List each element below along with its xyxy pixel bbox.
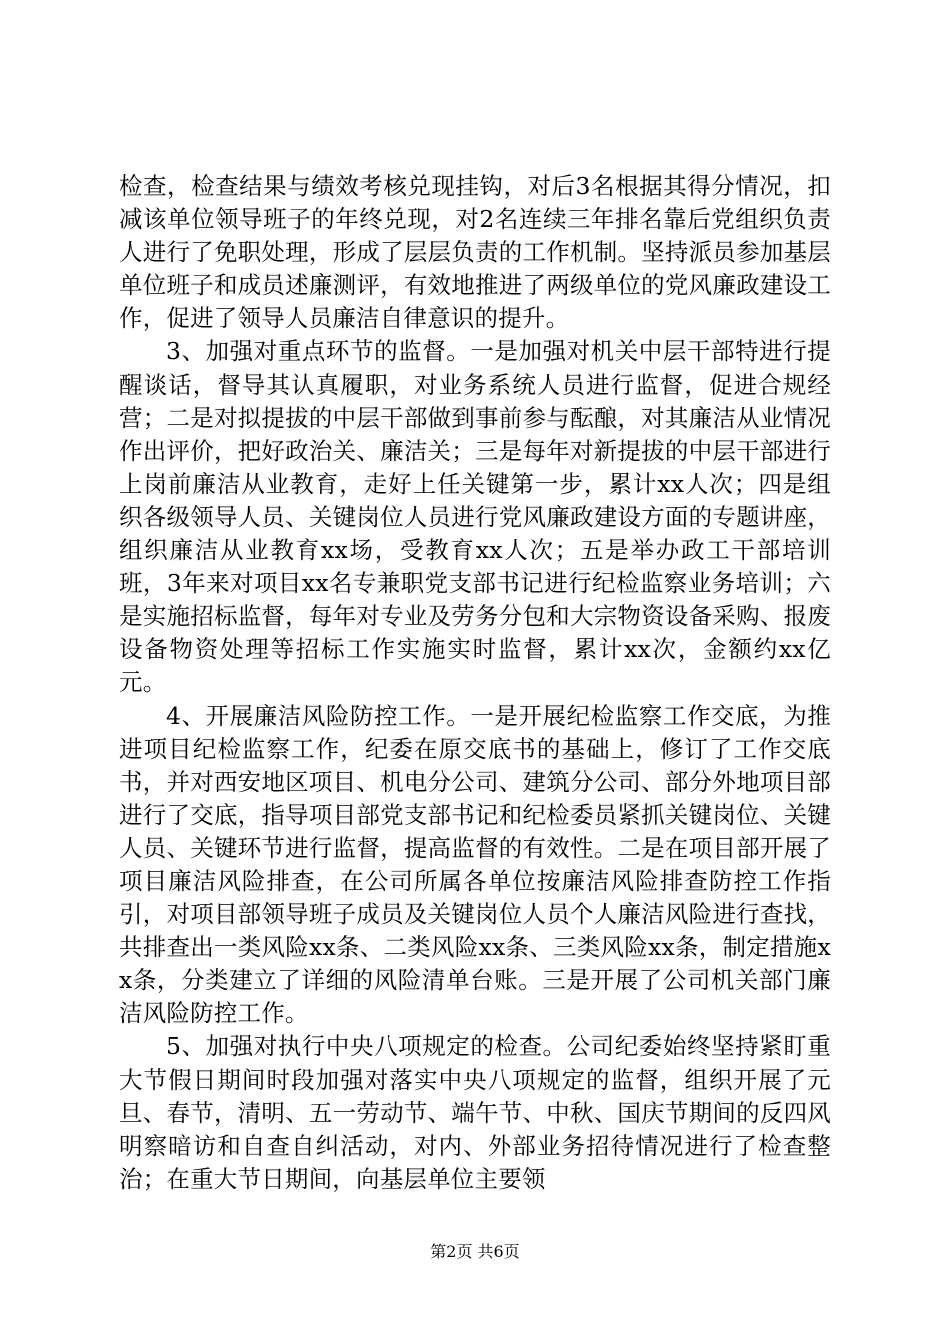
paragraph-continuation: 检查，检查结果与绩效考核兑现挂钩，对后3名根据其得分情况，扣减该单位领导班子的年终兑现，对2名连续三年排名靠后党组织负责人进行了免职处理，形成了层层负责的工作机制。坚持派员参加基层单位班子和成员述廉测评，有效地推进了两级单位的党风廉政建设工作，促进了领导人员廉洁自律意识的提升。 <box>119 172 831 333</box>
paragraph-item-3: 3、加强对重点环节的监督。一是加强对机关中层干部特进行提醒谈话，督导其认真履职，对业务系统人员进行监督，促进合规经营；二是对拟提拔的中层干部做到事前参与酝酿，对其廉洁从业情况作出评价，把好政治关、廉洁关；三是每年对新提拔的中层干部进行上岗前廉洁从业教育，走好上任关键第一步，累计xx人次；四是组织各级领导人员、关键岗位人员进行党风廉政建设方面的专题讲座，组织廉洁从业教育xx场，受教育xx人次；五是举办政工干部培训班，3年来对项目xx名专兼职党支部书记进行纪检监察业务培训；六是实施招标监督，每年对专业及劳务分包和大宗物资设备采购、报废设备物资处理等招标工作实施实时监督，累计xx次，金额约xx亿元。 <box>119 337 831 697</box>
paragraph-item-4: 4、开展廉洁风险防控工作。一是开展纪检监察工作交底，为推进项目纪检监察工作，纪委在原交底书的基础上，修订了工作交底书，并对西安地区项目、机电分公司、建筑分公司、部分外地项目部进行了交底，指导项目部党支部书记和纪检委员紧抓关键岗位、关键人员、关键环节进行监督，提高监督的有效性。二是在项目部开展了项目廉洁风险排查，在公司所属各单位按廉洁风险排查防控工作指引，对项目部领导班子成员及关键岗位人员个人廉洁风险进行查找，共排查出一类风险xx条、二类风险xx条、三类风险xx条，制定措施xx条，分类建立了详细的风险清单台账。三是开展了公司机关部门廉洁风险防控工作。 <box>119 701 831 1028</box>
document-body <box>119 170 831 1196</box>
paragraph-item-5: 5、加强对执行中央八项规定的检查。公司纪委始终坚持紧盯重大节假日期间时段加强对落实中央八项规定的监督，组织开展了元旦、春节，清明、五一劳动节、端午节、中秋、国庆节期间的反四风明察暗访和自查自纠活动，对内、外部业务招待情况进行了检查整治；在重大节日期间，向基层单位主要领 <box>119 1032 831 1193</box>
page-number-footer: 第2页 共6页 <box>430 1242 520 1261</box>
